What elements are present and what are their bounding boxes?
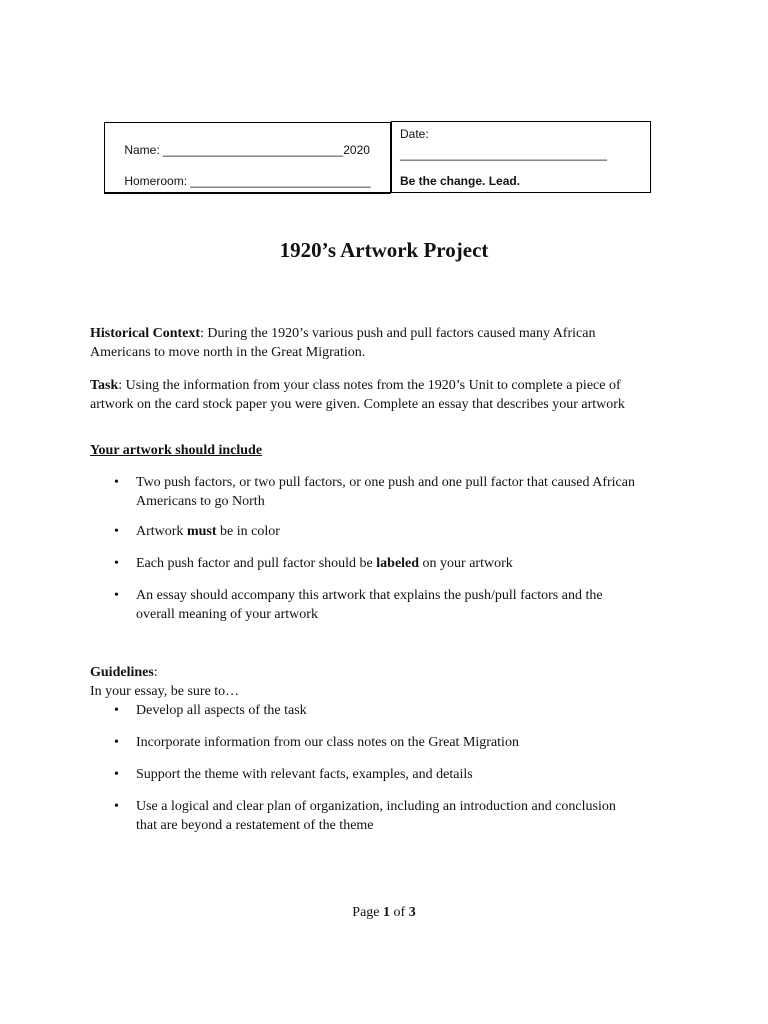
- bullet-icon: •: [114, 703, 119, 718]
- bullet-icon: •: [114, 767, 119, 782]
- artwork-item-2-pre: Artwork: [136, 524, 187, 539]
- bullet-icon: •: [114, 588, 119, 603]
- date-label: Date:: [400, 127, 429, 141]
- artwork-item-4-line-1: An essay should accompany this artwork that explains the push/pull factors and the: [136, 588, 603, 603]
- artwork-item-4-line-2: overall meaning of your artwork: [136, 607, 318, 622]
- list-item: [114, 797, 694, 835]
- guideline-item-4-line-2: that are beyond a restatement of the theme: [136, 818, 374, 833]
- bullet-icon: •: [114, 475, 119, 490]
- artwork-item-3-bold: labeled: [376, 556, 420, 571]
- date-blank: _______________________________: [400, 147, 607, 161]
- task-label: Task: [90, 378, 119, 393]
- guideline-item-2: Incorporate information from our class notes on the Great Migration: [136, 735, 519, 750]
- list-item: [114, 522, 694, 541]
- name-blank: ___________________________: [163, 143, 344, 157]
- list-item: [114, 586, 694, 624]
- task: [90, 376, 700, 414]
- list-item: [114, 701, 694, 720]
- artwork-item-3-pre: Each push factor and pull factor should be: [136, 556, 377, 571]
- guidelines-colon: :: [153, 665, 158, 680]
- guideline-item-1: Develop all aspects of the task: [136, 703, 307, 718]
- artwork-item-1-line-2: Americans to go North: [136, 494, 265, 509]
- name-label: Name:: [124, 143, 164, 157]
- list-item: [114, 733, 694, 752]
- artwork-list: [114, 473, 694, 511]
- page-total: 3: [408, 905, 416, 920]
- historical-context-text-1: : During the 1920’s various push and pull factors caused many African: [200, 326, 596, 341]
- artwork-item-1-line-1: Two push factors, or two pull factors, or one push and one pull factor that caused African: [136, 475, 635, 490]
- page-title: 1920’s Artwork Project: [279, 238, 489, 262]
- bullet-icon: •: [114, 556, 119, 571]
- homeroom-line: [111, 160, 371, 202]
- bullet-icon: •: [114, 735, 119, 750]
- artwork-item-2-bold: must: [186, 524, 217, 539]
- artwork-item-3-post: on your artwork: [419, 556, 513, 571]
- of-word: of: [390, 905, 409, 920]
- motto: Be the change. Lead.: [400, 174, 521, 188]
- artwork-heading: Your artwork should include: [90, 443, 263, 458]
- list-item: [114, 554, 694, 573]
- date-box: [391, 121, 651, 193]
- historical-context: [90, 324, 690, 362]
- bullet-icon: •: [114, 524, 119, 539]
- task-text-2: artwork on the card stock paper you were given. Complete an essay that describes your artwork: [90, 397, 625, 412]
- page-footer: [0, 905, 768, 921]
- guideline-item-3: Support the theme with relevant facts, examples, and details: [136, 767, 473, 782]
- page-number: 1: [383, 905, 391, 920]
- guidelines: [90, 663, 690, 701]
- historical-context-text-2: Americans to move north in the Great Migration.: [90, 345, 366, 360]
- homeroom-blank: ___________________________: [190, 174, 371, 188]
- page-word: Page: [352, 905, 384, 920]
- guideline-item-4-line-1: Use a logical and clear plan of organization, including an introduction and conclusion: [136, 799, 616, 814]
- historical-context-label: Historical Context: [90, 326, 201, 341]
- artwork-item-2-post: be in color: [216, 524, 280, 539]
- name-year: 2020: [343, 143, 370, 157]
- guidelines-label: Guidelines: [90, 665, 154, 680]
- student-info-box: [104, 122, 391, 194]
- bullet-icon: •: [114, 799, 119, 814]
- list-item: [114, 473, 694, 511]
- list-item: [114, 765, 694, 784]
- task-text-1: : Using the information from your class notes from the 1920’s Unit to complete a piece of: [118, 378, 621, 393]
- guidelines-intro: In your essay, be sure to…: [90, 684, 240, 699]
- homeroom-label: Homeroom:: [124, 174, 191, 188]
